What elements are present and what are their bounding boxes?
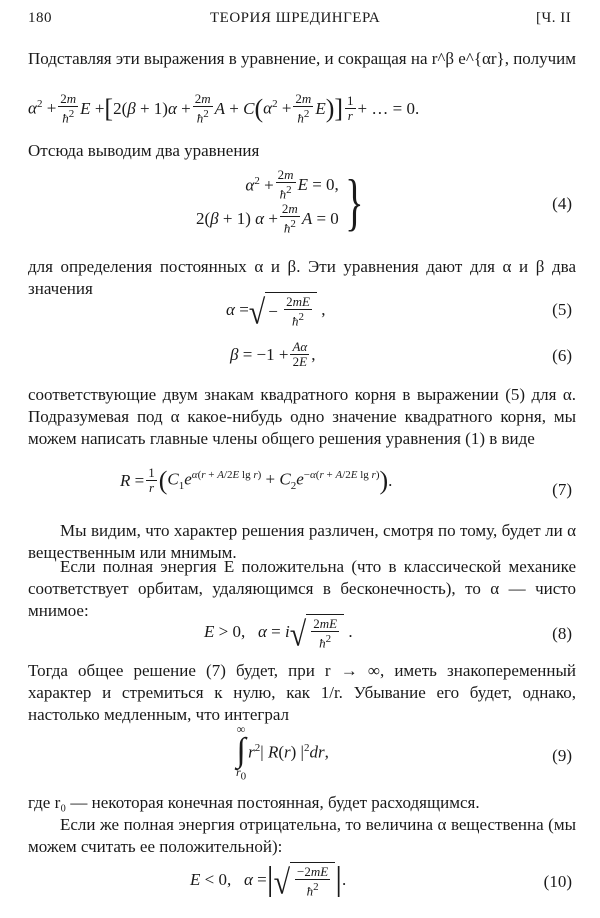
- equation-8: E > 0, α = i √ $\frac{2mE}{ħ^2}$ .: [204, 615, 353, 654]
- equation-7: R = $\frac{1}{r}$ ( $C_1e^{\alpha(r + A/2E lg r)}$ + $C_2e^{-\alpha(r + A/2E lg r)}$ ) .: [120, 465, 393, 495]
- equation-4-system: $\alpha^2$ + $\frac{2m}{ħ^2}$ E = 0, 2(β + 1) α + $\frac{2m}{ħ^2}$ A = 0 }: [196, 166, 364, 237]
- paragraph-7: Тогда общее решение (7) будет, при r → ∞, иметь знакопеременный характер и стремиться к нулю, как 1/r. Убывание его будет, однако, настолько медленным, что интеграл: [28, 661, 576, 724]
- paragraph-2: Отсюда выводим два уравнения: [28, 141, 260, 160]
- chapter-label: [Ч. II: [536, 10, 572, 26]
- equation-number-9: (9): [552, 746, 572, 765]
- equation-main: $\alpha^2$ + $\frac{2m}{ħ^2}$ E + [ 2(β + 1)α + $\frac{2m}{ħ^2}$ A + C ( $\alpha^2$ + $\frac{2m}{ħ^2}$ E )] $\frac{1}{r}$ + … = 0.: [28, 91, 420, 126]
- equation-10: E < 0, α = | √ $\frac{-2mE}{ħ^2}$ | .: [190, 861, 347, 902]
- page-number: 180: [28, 10, 52, 26]
- equation-number-4: (4): [552, 194, 572, 213]
- paragraph-3: для определения постоянных α и β. Эти уравнения дают для α и β два значения: [28, 257, 576, 298]
- equation-9: ∞ ∫ $r_0$ $r^2|$ R(r) $|^2dr$,: [236, 722, 329, 783]
- running-title: ТЕОРИЯ ШРЕДИНГЕРА: [210, 10, 381, 26]
- equation-number-10: (10): [543, 872, 572, 891]
- equation-number-7: (7): [552, 480, 572, 499]
- equation-number-8: (8): [552, 624, 572, 643]
- equation-5: α = √ − $\frac{2mE}{ħ^2}$ ,: [226, 293, 326, 332]
- paragraph-6: Если полная энергия E положительна (что в классической механике соответствует орбитам, удаляющимся в бесконечность), то α — чисто мнимое:: [28, 557, 576, 620]
- paragraph-5: Мы видим, что характер решения различен, смотря по тому, будет ли α вещественным или мнимым.: [28, 521, 576, 562]
- paragraph-8: где r₀ — некоторая конечная постоянная, будет расходящимся.: [28, 793, 480, 812]
- paragraph-9: Если же полная энергия отрицательна, то величина α вещественна (мы можем считать ее положительной):: [28, 815, 576, 856]
- equation-number-5: (5): [552, 300, 572, 319]
- paragraph-1: Подставляя эти выражения в уравнение, и сокращая на r^β e^{αr}, получим: [28, 49, 576, 68]
- equation-number-6: (6): [552, 346, 572, 365]
- paragraph-4: соответствующие двум знакам квадратного корня в выражении (5) для α. Подразумевая под α какое-нибудь одно значение квадратного корня, мы можем написать главные члены общего решения уравнения (1) в виде: [28, 385, 576, 448]
- equation-6: β = −1 + $\frac{A\alpha}{2E}$ ,: [230, 339, 316, 369]
